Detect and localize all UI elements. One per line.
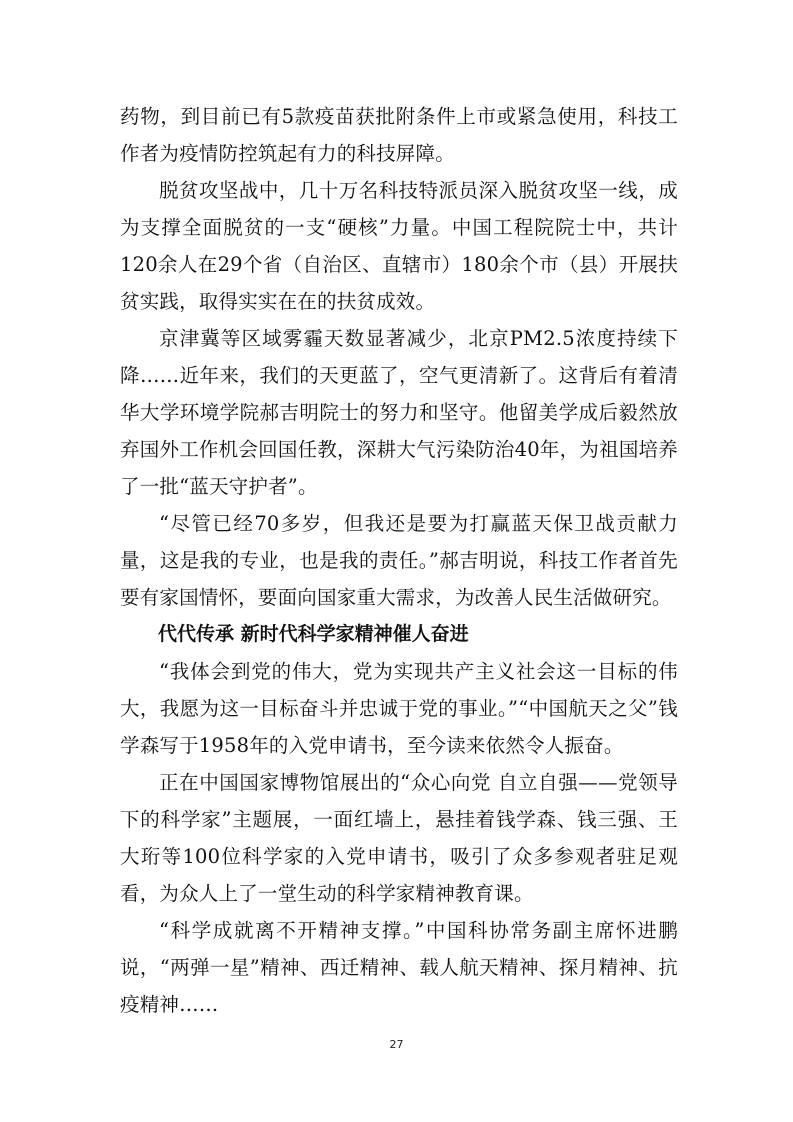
paragraph-1: 药物，到目前已有5款疫苗获批附条件上市或紧急使用，科技工作者为疫情防控筑起有力的科技屏障。 (120, 105, 678, 165)
paragraph-3: 京津冀等区域雾霾天数显著减少，北京PM2.5浓度持续下降……近年来，我们的天更蓝了，空气更清新了。这背后有着清华大学环境学院郝吉明院士的努力和坚守。他留美学成后毅然放弃国外工作机会回国任教，深耕大气污染防治40年，为祖国培养了一批“蓝天守护者”。 (120, 327, 678, 498)
paragraph-7: “科学成就离不开精神支撑。”中国科协常务副主席怀进鹏说，“两弹一星”精神、西迁精神、载人航天精神、探月精神、抗疫精神…… (120, 919, 678, 1016)
document-body (120, 98, 678, 1023)
paragraph-4: “尽管已经70多岁，但我还是要为打赢蓝天保卫战贡献力量，这是我的专业，也是我的责任。”郝吉明说，科技工作者首先要有家国情怀，要面向国家重大需求，为改善人民生活做研究。 (120, 512, 678, 609)
paragraph-2: 脱贫攻坚战中，几十万名科技特派员深入脱贫攻坚一线，成为支撑全面脱贫的一支“硬核”力量。中国工程院院士中，共计120余人在29个省（自治区、直辖市）180余个市（县）开展扶贫实践，取得实实在在的扶贫成效。 (120, 179, 678, 313)
paragraph-6: 正在中国国家博物馆展出的“众心向党 自立自强——党领导下的科学家”主题展，一面红墙上，悬挂着钱学森、钱三强、王大珩等100位科学家的入党申请书，吸引了众多参观者驻足观看，为众人上了一堂生动的科学家精神教育课。 (120, 771, 678, 905)
page-number: 27 (389, 1038, 404, 1051)
paragraph-5: “我体会到党的伟大，党为实现共产主义社会这一目标的伟大，我愿为这一目标奋斗并忠诚于党的事业。”“中国航天之父”钱学森写于1958年的入党申请书，至今读来依然令人振奋。 (120, 660, 678, 757)
section-heading: 代代传承 新时代科学家精神催人奋进 (158, 623, 469, 645)
